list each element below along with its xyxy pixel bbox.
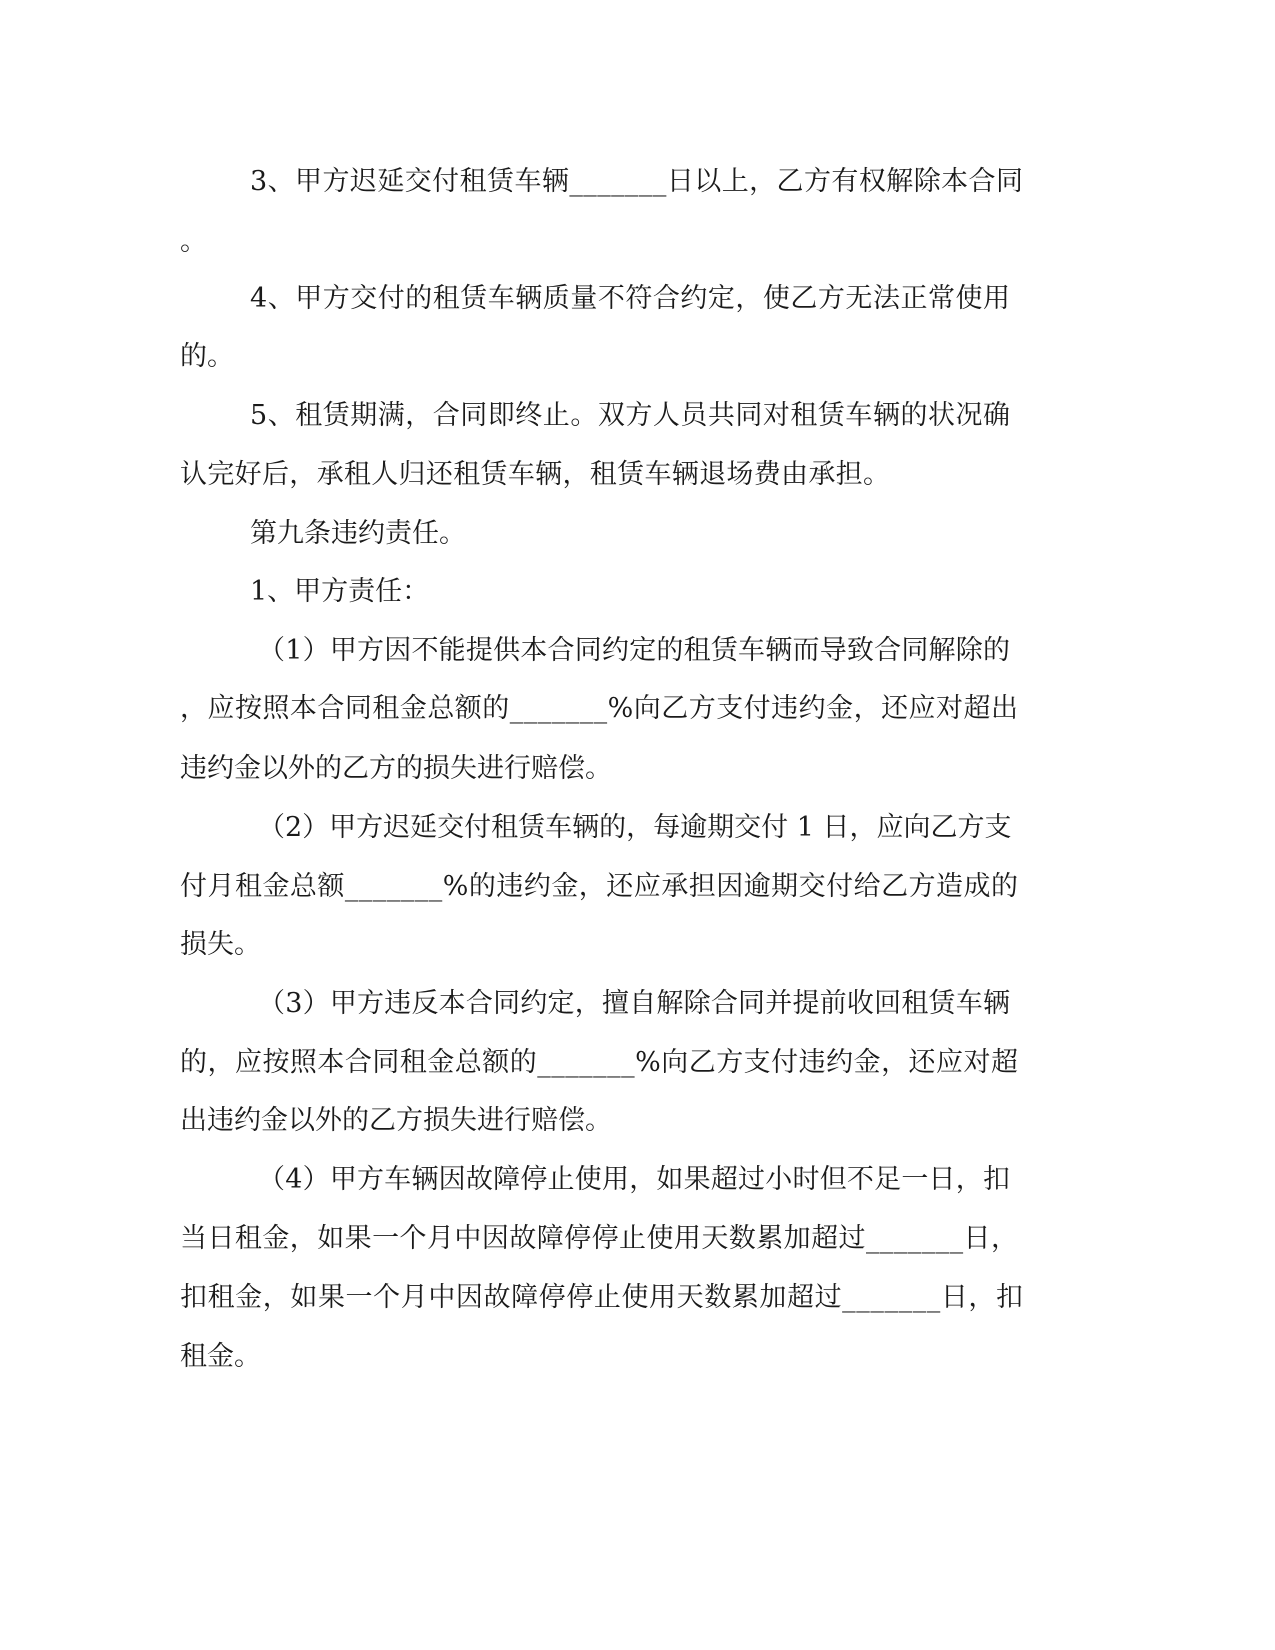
section-heading: 第九条违约责任。 xyxy=(250,518,466,549)
paragraph-line: 当日租金，如果一个月中因故障停停止使用天数累加超过_______日， xyxy=(180,1223,1019,1254)
paragraph-line: ，应按照本合同租金总额的_______%向乙方支付违约金，还应对超出 xyxy=(180,693,1019,724)
paragraph-line: （3）甲方违反本合同约定，擅自解除合同并提前收回租赁车辆 xyxy=(258,988,1011,1019)
paragraph-line: 租金。 xyxy=(180,1341,261,1372)
paragraph-line: 。 xyxy=(180,226,207,257)
paragraph-line: 扣租金，如果一个月中因故障停停止使用天数累加超过_______日，扣 xyxy=(180,1282,1024,1313)
paragraph-line: 4、甲方交付的租赁车辆质量不符合约定，使乙方无法正常使用 xyxy=(250,283,1011,314)
paragraph-line: 3、甲方迟延交付租赁车辆_______日以上，乙方有权解除本合同 xyxy=(250,166,1024,197)
paragraph-line: 违约金以外的乙方的损失进行赔偿。 xyxy=(180,753,612,784)
paragraph-line: （2）甲方迟延交付租赁车辆的，每逾期交付 1 日，应向乙方支 xyxy=(258,812,1012,843)
paragraph-line: （4）甲方车辆因故障停止使用，如果超过小时但不足一日，扣 xyxy=(258,1164,1011,1195)
paragraph-line: 付月租金总额_______%的违约金，还应承担因逾期交付给乙方造成的 xyxy=(180,871,1019,902)
paragraph-line: 的。 xyxy=(180,341,234,372)
paragraph-line: （1）甲方因不能提供本合同约定的租赁车辆而导致合同解除的 xyxy=(258,635,1011,666)
paragraph-line: 损失。 xyxy=(180,929,261,960)
paragraph-line: 5、租赁期满，合同即终止。双方人员共同对租赁车辆的状况确 xyxy=(250,400,1011,431)
paragraph-line: 认完好后，承租人归还租赁车辆，租赁车辆退场费由承担。 xyxy=(180,459,891,490)
paragraph-line: 的，应按照本合同租金总额的_______%向乙方支付违约金，还应对超 xyxy=(180,1047,1019,1078)
paragraph-line: 出违约金以外的乙方损失进行赔偿。 xyxy=(180,1105,612,1136)
paragraph-line: 1、甲方责任： xyxy=(250,576,430,607)
